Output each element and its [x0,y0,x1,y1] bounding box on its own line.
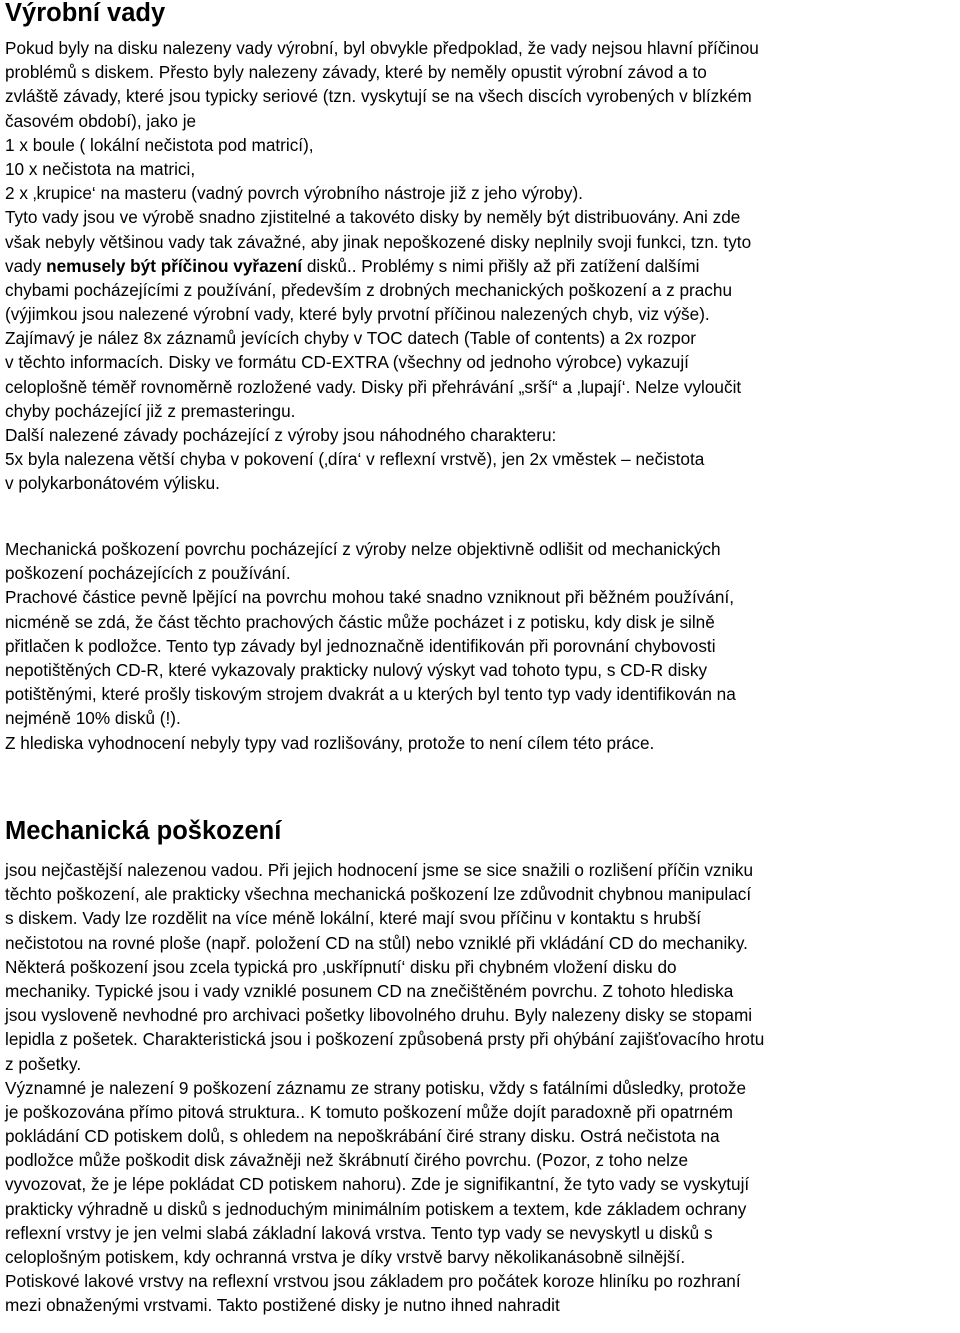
text-line: je poškozována přímo pitová struktura.. K tomuto poškození může dojít paradoxně při opatrném [5,1101,733,1122]
text-line: Významné je nalezení 9 poškození záznamu ze strany potisku, vždy s fatálními důsledky, protože [5,1077,747,1098]
text-line: Zajímavý je nález 8x záznamů jevících chyby v TOC datech (Table of contents) a 2x rozpor [5,328,696,349]
text-line: podložce může poškodit disk závažněji než škrábnutí čirého povrchu. (Pozor, z toho nelze [5,1150,689,1171]
text-line: Další nalezené závady pocházející z výroby jsou náhodného charakteru: [5,425,557,445]
text-line: 1 x boule ( lokální nečistota pod matricí), [5,134,314,155]
text-line: nicméně se zdá, že část těchto prachových částic může pocházet i z potisku, kdy disk je silně [5,611,715,632]
text-line: 2 x ‚krupice‘ na masteru (vadný povrch výrobního nástroje již z jeho výroby). [5,183,583,204]
text-line: problémů s diskem. Přesto byly nalezeny závady, které by neměly opustit výrobní závod a to [5,62,707,83]
emphasis-text: nemusely být příčinou vyřazení [46,255,303,276]
text-line: však nebyly většinou vady tak závažné, aby jinak nepoškozené disky neplnily svoji funkci, tzn. tyto [5,231,752,252]
text-line: celoplošným potiskem, kdy ochranná vrstva je díky vrstvě barvy několikanásobně silnější. [5,1247,686,1267]
text-line: mechaniky. Typické jsou i vady vzniklé posunem CD na znečištěném povrchu. Z tohoto hlediska [5,980,734,1001]
text-run: disků.. Problémy s nimi přišly až při zatížení dalšími [302,255,700,276]
text-line: časovém období), jako je [5,110,197,131]
text-line: z pošetky. [5,1053,82,1074]
text-line: nejméně 10% disků (!). [5,708,181,729]
text-line: celoplošně téměř rovnoměrně rozložené vady. Disky při přehrávání „srší“ a ‚lupají‘. Nelze vyloučit [5,376,742,397]
text-line: reflexní vrstvy je jen velmi slabá základní laková vrstva. Tento typ vady se nevyskytl u disků s [5,1222,713,1243]
text-line: Potiskové lakové vrstvy na reflexní vrstvou jsou základem pro počátek koroze hliníku po rozhraní [5,1271,741,1292]
section-heading-vyrobni-vady: Výrobní vady [5,0,166,27]
paragraph-mechanicka-poskozeni-povrchu [5,537,955,755]
text-line: nečistotou na rovné ploše (např. položení CD na stůl) nebo vzniklé při vkládání CD do mechaniky. [5,932,748,953]
text-line: (výjimkou jsou nalezené výrobní vady, které byly prvotní příčinou nalezených chyb, viz výše). [5,304,710,325]
text-line: jsou nejčastější nalezenou vadou. Při jejich hodnocení jsme se sice snažili o rozlišení příčin vzniku [5,860,754,880]
text-line: chybami pocházejícími z používání, především z drobných mechanických poškození a z prachu [5,279,733,300]
text-line-with-emphasis [5,254,955,278]
text-line: s diskem. Vady lze rozdělit na více méně lokální, které mají svou příčinu v kontaktu s hrubší [5,908,702,929]
text-line: v těchto informacích. Disky ve formátu CD-EXTRA (všechny od jednoho výrobce) vykazují [5,352,689,373]
text-line: Mechanická poškození povrchu pocházející z výroby nelze objektivně odlišit od mechanických [5,539,721,559]
text-line: přitlačen k podložce. Tento typ závady byl jednoznačně identifikován při porovnání chybovosti [5,635,716,656]
paragraph-mechanicka-poskozeni [5,858,955,1318]
text-line: Tyto vady jsou ve výrobě snadno zjistitelné a takovéto disky by neměly být distribuovány. Ani zde [5,207,741,228]
text-line: 5x byla nalezena větší chyba v pokovení (‚díra‘ v reflexní vrstvě), jen 2x vměstek – nečistota [5,449,705,470]
text-line: poškození pocházejících z používání. [5,563,291,584]
section-heading-mechanicka-poskozeni: Mechanická poškození [5,817,282,845]
text-line: lepidla z pošetek. Charakteristická jsou i poškození způsobená prsty při ohýbání zajišťovacího hrotu [5,1029,765,1050]
text-line: Pokud byly na disku nalezeny vady výrobní, byl obvykle předpoklad, že vady nejsou hlavní příčinou [5,38,759,58]
text-line: potištěnými, které prošly tiskovým strojem dvakrát a u kterých byl tento typ vady identifikován na [5,684,736,705]
text-line: vyvozovat, že je lépe pokládat CD potiskem nahoru). Zde je signifikantní, že tyto vady se vyskytují [5,1174,750,1195]
text-line: prakticky výhradně u disků s jednoduchým minimálním potiskem a textem, kde základem ochrany [5,1198,747,1219]
text-line: těchto poškození, ale prakticky všechna mechanická poškození lze zdůvodnit chybnou manipulací [5,884,752,905]
text-line: mezi obnaženými vrstvami. Takto postižené disky je nutno ihned nahradit [5,1295,560,1316]
text-line: Některá poškození jsou zcela typická pro ‚uskřípnutí‘ disku při chybném vložení disku do [5,956,677,977]
text-line: pokládání CD potiskem dolů, s ohledem na nepoškrábání čiré strany disku. Ostrá nečistota na [5,1126,720,1147]
paragraph-vyrobni-vady [5,36,955,496]
text-line: Prachové částice pevně lpějící na povrchu mohou také snadno vzniknout při běžném používání, [5,587,734,608]
text-line: chyby pocházející již z premasteringu. [5,400,296,421]
text-line: Z hlediska vyhodnocení nebyly typy vad rozlišovány, protože to není cílem této práce. [5,732,655,753]
text-line: 10 x nečistota na matrici, [5,158,196,179]
text-line: jsou vysloveně nevhodné pro archivaci pošetky libovolného druhu. Byly nalezeny disky se stopami [5,1005,753,1026]
text-run: vady [5,255,47,276]
text-line: v polykarbonátovém výlisku. [5,473,220,494]
text-line: zvláště závady, které jsou typicky seriové (tzn. vyskytují se na všech discích vyrobených v blízkém [5,86,752,107]
text-line: nepotištěných CD-R, které vykazovaly prakticky nulový výskyt vad tohoto typu, s CD-R disky [5,659,708,680]
